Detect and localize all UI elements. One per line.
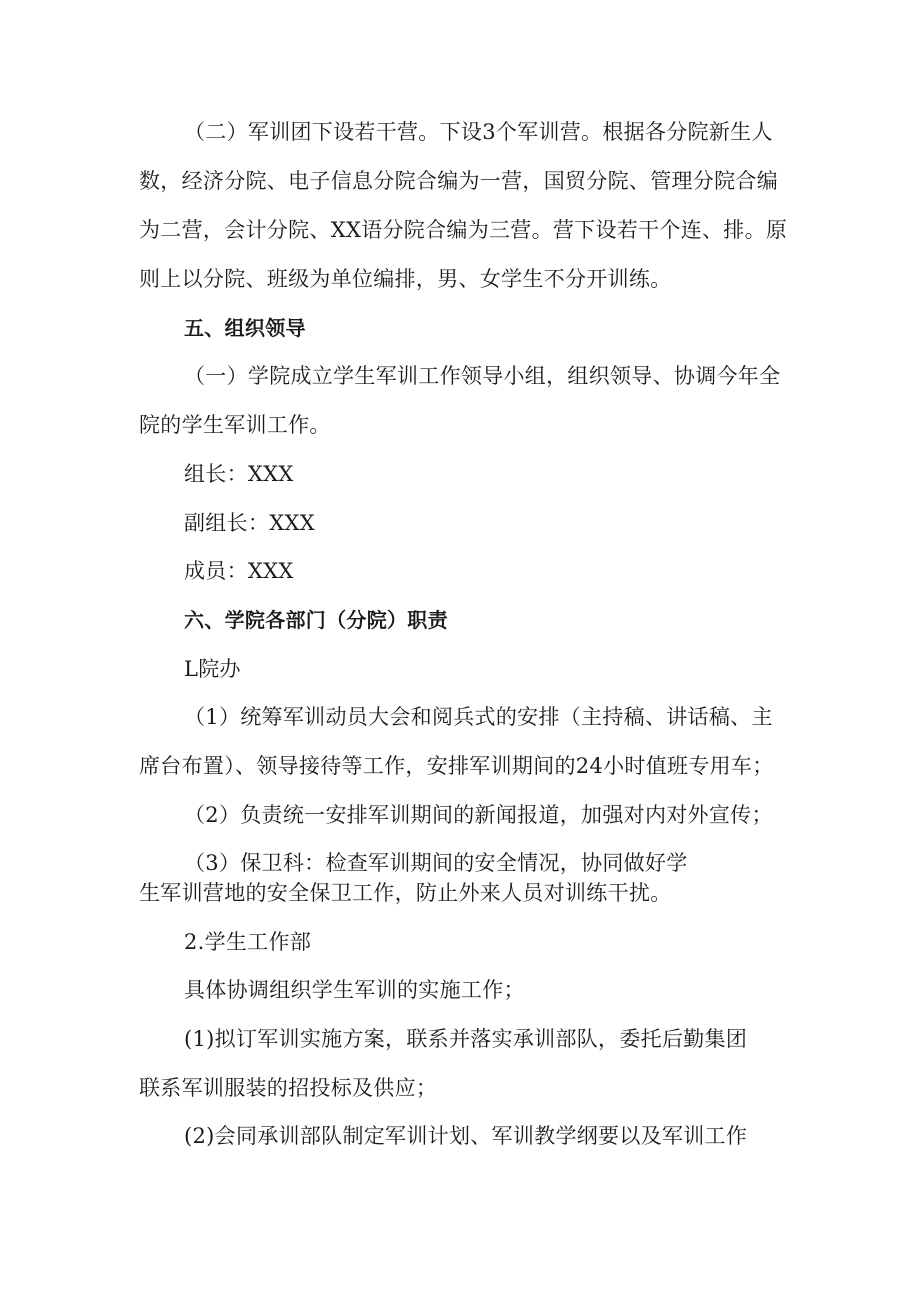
- office-item-3-line-2: 生军训营地的安全保卫工作，防止外来人员对训练干扰。: [139, 881, 672, 905]
- office-item-3-line-1: （3）保卫科：检查军训期间的安全情况，协同做好学: [184, 851, 688, 875]
- para-leadership-line-1: （一）学院成立学生军训工作领导小组，组织领导、协调今年全: [184, 364, 781, 388]
- office-title: L院办: [184, 657, 241, 681]
- office-item-1-line-1: （1）统筹军训动员大会和阅兵式的安排（主持稿、讲话稿、主: [184, 705, 773, 729]
- para-battalion-line-4: 则上以分院、班级为单位编排，男、女学生不分开训练。: [139, 267, 672, 291]
- para-battalion-line-2: 数，经济分院、电子信息分院合编为一营，国贸分院、管理分院合编: [139, 169, 778, 193]
- section-heading-organization: 五、组织领导: [184, 316, 306, 340]
- para-battalion-line-1: （二）军训团下设若干营。下设3个军训营。根据各分院新生人: [184, 120, 773, 144]
- student-affairs-title: 2.学生工作部: [184, 930, 312, 954]
- office-item-2: （2）负责统一安排军训期间的新闻报道，加强对内对外宣传；: [184, 803, 773, 827]
- group-leader: 组长：XXX: [184, 462, 294, 486]
- para-leadership-line-2: 院的学生军训工作。: [139, 413, 331, 437]
- student-affairs-item-2: (2)会同承训部队制定军训计划、军训教学纲要以及军训工作: [184, 1124, 748, 1148]
- student-affairs-item-1-line-1: (1)拟订军训实施方案，联系并落实承训部队，委托后勤集团: [184, 1027, 748, 1051]
- para-battalion-line-3: 为二营，会计分院、XX语分院合编为三营。营下设若干个连、排。原: [139, 218, 788, 242]
- section-heading-responsibilities: 六、学院各部门（分院）职责: [184, 608, 448, 632]
- deputy-leader: 副组长：XXX: [184, 511, 315, 535]
- student-affairs-item-1-line-2: 联系军训服装的招投标及供应；: [139, 1076, 438, 1100]
- office-item-1-line-2: 席台布置）、领导接待等工作，安排军训期间的24小时值班专用车；: [139, 754, 774, 778]
- student-affairs-intro: 具体协调组织学生军训的实施工作；: [184, 978, 525, 1002]
- group-members: 成员：XXX: [184, 559, 294, 583]
